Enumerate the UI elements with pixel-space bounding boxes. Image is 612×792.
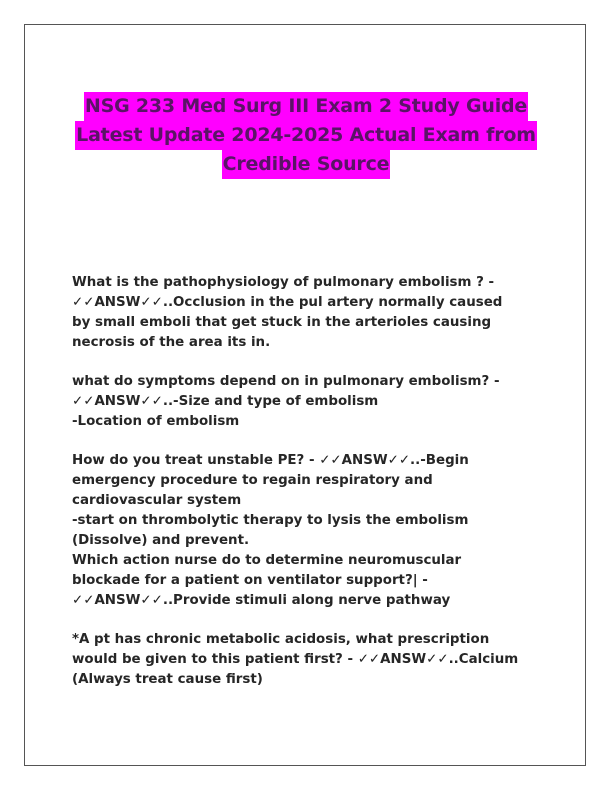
qa-line: cardiovascular system [72, 493, 242, 508]
qa-item-unstable-pe [72, 451, 552, 551]
qa-line: (Dissolve) and prevent. [72, 533, 250, 548]
title-line-2: Latest Update 2024-2025 Actual Exam from [75, 121, 537, 150]
qa-line: blockade for a patient on ventilator support?| - [72, 573, 428, 588]
qa-line: What is the pathophysiology of pulmonary embolism ? - [72, 275, 495, 290]
qa-list [72, 273, 552, 709]
qa-line: -start on thrombolytic therapy to lysis the embolism [72, 513, 469, 528]
qa-line: emergency procedure to regain respiratory and [72, 473, 433, 488]
qa-line: *A pt has chronic metabolic acidosis, what prescription [72, 632, 490, 647]
qa-line: what do symptoms depend on in pulmonary embolism? - [72, 374, 500, 389]
qa-line: How do you treat unstable PE? - ✓✓ANSW✓✓..-Begin [72, 453, 469, 468]
qa-line: -Location of embolism [72, 414, 240, 429]
qa-line: by small emboli that get stuck in the arterioles causing [72, 315, 492, 330]
qa-line: ✓✓ANSW✓✓..Provide stimuli along nerve pathway [72, 593, 451, 608]
document-title [40, 92, 572, 179]
qa-line: would be given to this patient first? - ✓✓ANSW✓✓..Calcium [72, 652, 519, 667]
qa-line: ✓✓ANSW✓✓..Occlusion in the pul artery normally caused [72, 295, 503, 310]
qa-item-pathophysiology [72, 273, 552, 353]
qa-item-metabolic-acidosis [72, 630, 552, 690]
qa-line: Which action nurse do to determine neuromuscular [72, 553, 462, 568]
title-line-3: Credible Source [222, 150, 391, 179]
qa-line: ✓✓ANSW✓✓..-Size and type of embolism [72, 394, 379, 409]
qa-item-symptoms [72, 372, 552, 432]
qa-line: necrosis of the area its in. [72, 335, 271, 350]
qa-line: (Always treat cause first) [72, 672, 263, 687]
title-line-1: NSG 233 Med Surg III Exam 2 Study Guide [84, 92, 528, 121]
qa-item-neuromuscular-blockade [72, 551, 552, 611]
